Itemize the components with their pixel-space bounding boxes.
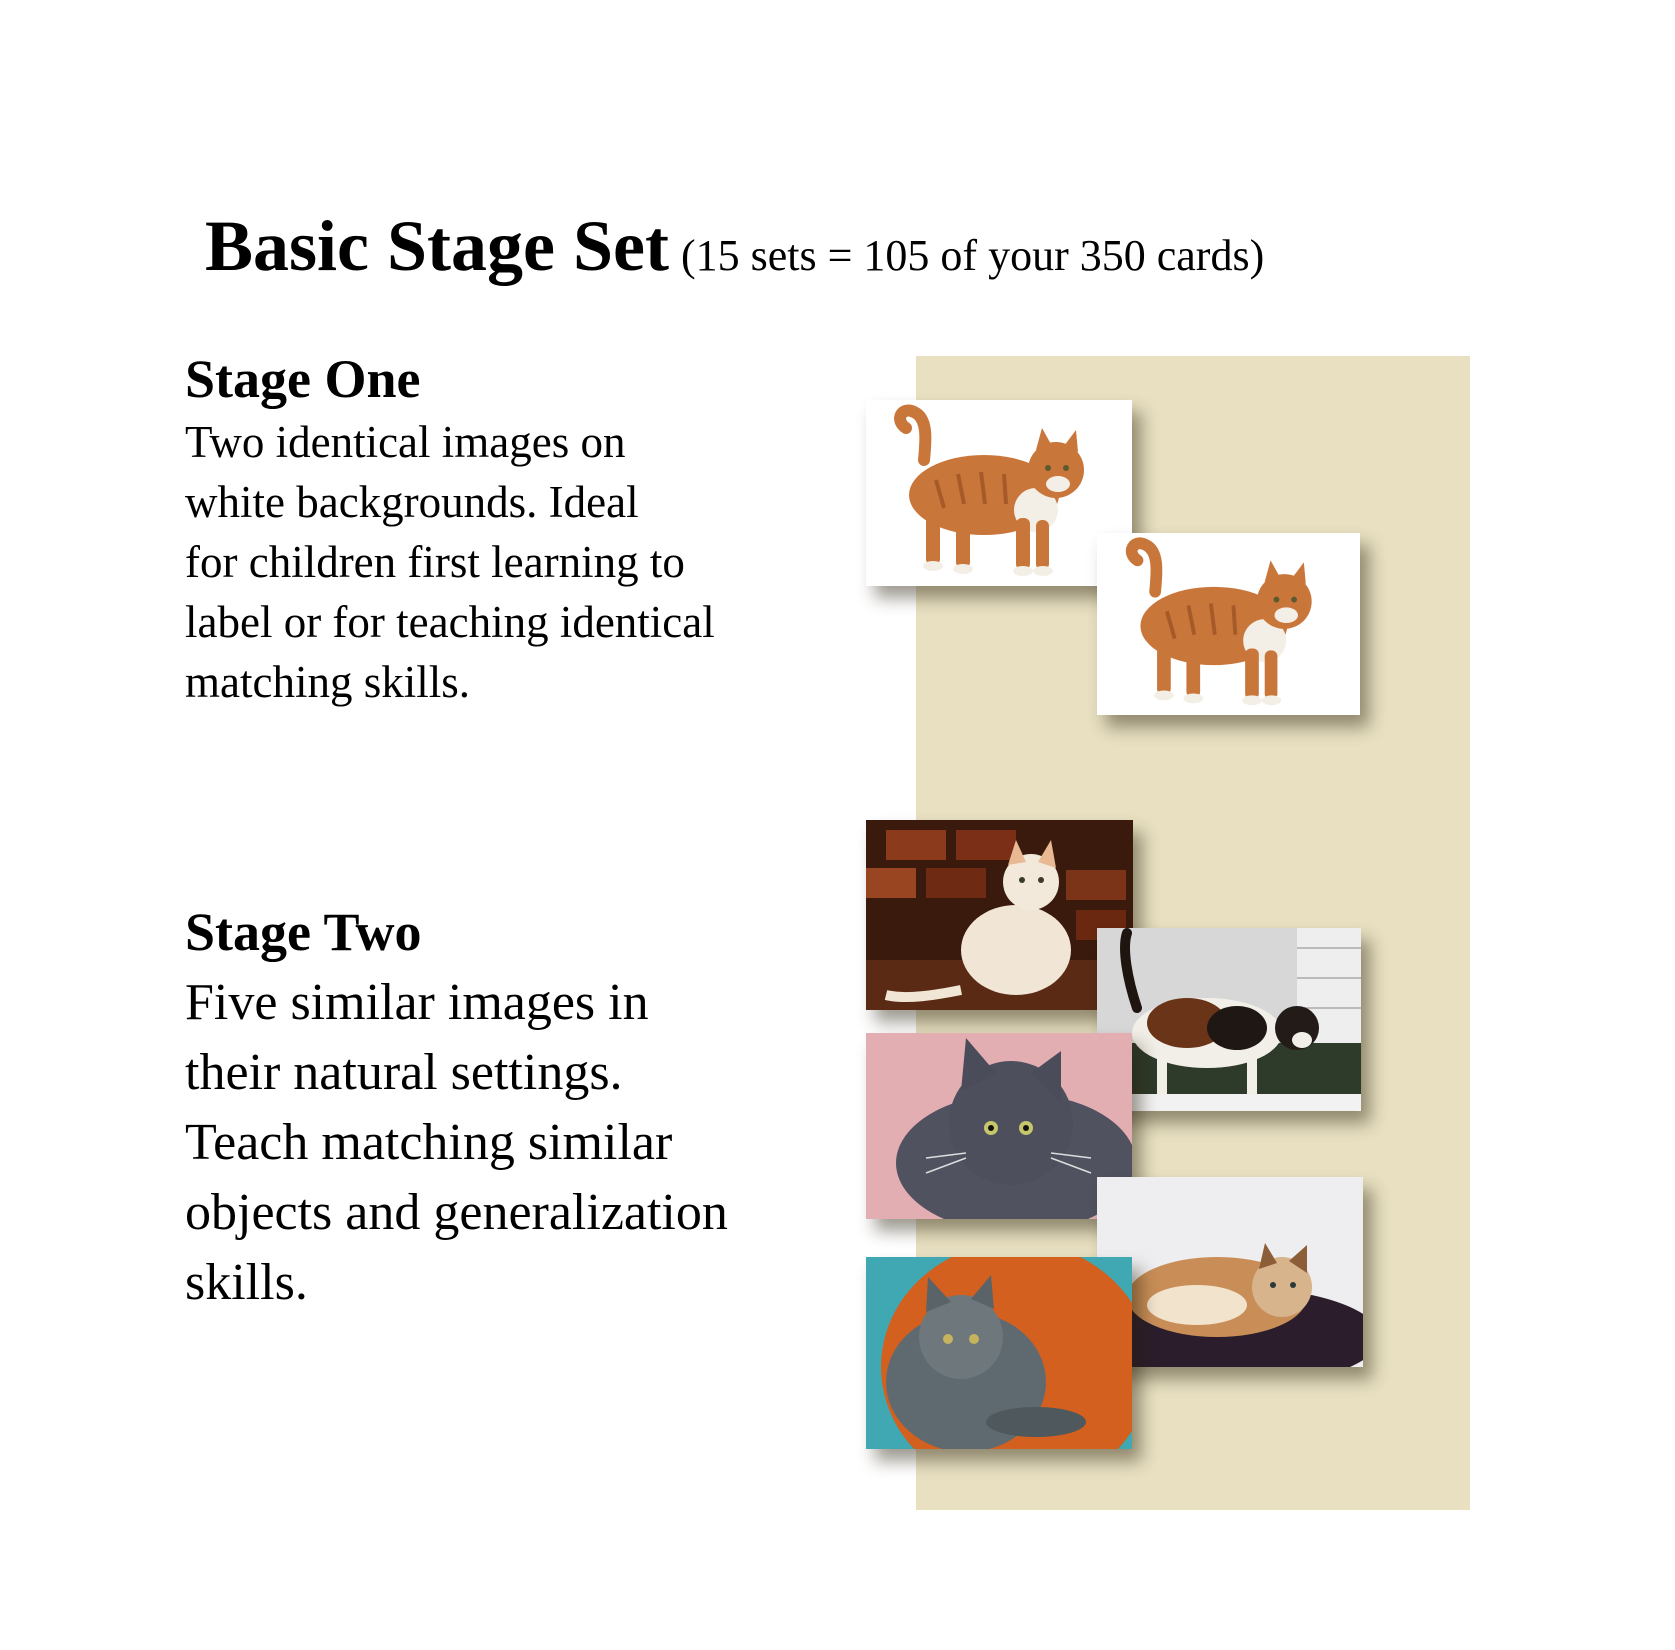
orange-tabby-cat-image xyxy=(866,400,1132,586)
stage-one-card-2 xyxy=(1097,533,1360,715)
title-subtitle: (15 sets = 105 of your 350 cards) xyxy=(680,231,1265,280)
stage-two-card-gray-cat xyxy=(866,1033,1132,1219)
orange-tabby-cat-image xyxy=(1097,533,1360,715)
page-title xyxy=(205,205,1264,288)
stage-two-card-calico-cat xyxy=(1097,928,1361,1111)
stage-two-card-cream-cat xyxy=(866,820,1133,1010)
gray-cat-image xyxy=(866,1033,1132,1219)
persian-cat-bed-image xyxy=(866,1257,1132,1449)
stage-two-heading: Stage Two xyxy=(185,902,422,962)
stage-one-description: Two identical images on white backgrounds. Ideal for children first learning to label or for teaching identical matching skills. xyxy=(185,417,715,707)
stage-two-card-longhair-cat xyxy=(1097,1177,1363,1367)
stage-two-card-persian-cat xyxy=(866,1257,1132,1449)
calico-cat-porch-image xyxy=(1097,928,1361,1111)
stage-one-card-1 xyxy=(866,400,1132,586)
longhair-cat-cushion-image xyxy=(1097,1177,1363,1367)
title-main: Basic Stage Set xyxy=(205,206,669,286)
stage-two-description: Five similar images in their natural settings. Teach matching similar objects and generalization skills. xyxy=(185,974,728,1311)
cream-cat-brick-image xyxy=(866,820,1133,1010)
stage-one-heading: Stage One xyxy=(185,349,421,409)
